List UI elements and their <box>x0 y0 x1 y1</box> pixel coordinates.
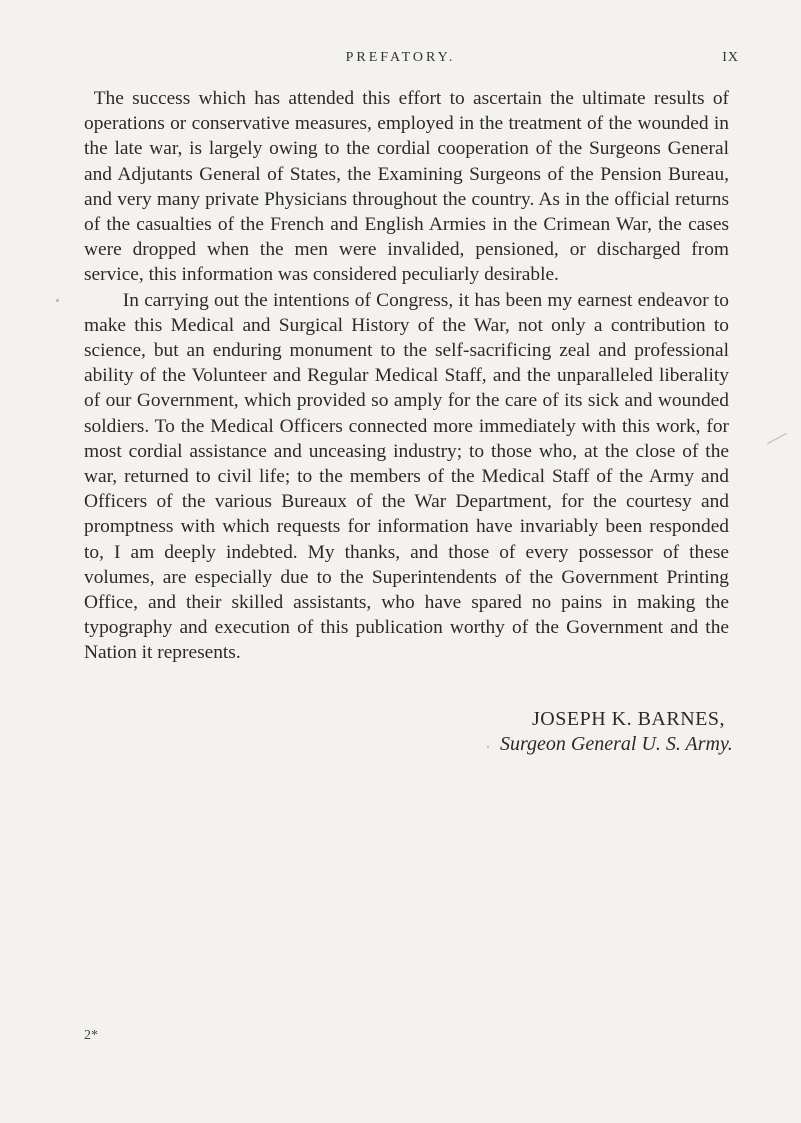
signature-title: Surgeon General U. S. Army. <box>500 733 733 755</box>
signature-mark: 2* <box>84 1028 98 1043</box>
print-speck <box>767 433 787 444</box>
body-text <box>84 86 729 666</box>
page-number: IX <box>722 50 739 65</box>
signature-name: JOSEPH K. BARNES, <box>532 708 725 730</box>
running-title: PREFATORY. <box>345 50 456 65</box>
paragraph: The success which has attended this effort to ascertain the ultimate results of operations or conservative measures, employed in the treatment of the wounded in the late war, is largely owing to the cordial cooperation of the Surgeons General and Adjutants General of States, the Examining Surgeons of the Pension Bureau, and very many private Physicians throughout the country. As in the official returns of the casualties of the French and English Armies in the Crimean War, the cases were dropped when the men were invalided, pensioned, or discharged from service, this information was considered peculiarly desirable. <box>84 88 729 286</box>
print-speck <box>487 746 489 748</box>
print-speck <box>56 299 59 302</box>
paragraph: In carrying out the intentions of Congress, it has been my earnest endeavor to make this Medical and Surgical History of the War, not only a contribution to science, but an enduring monument to the self-sacrificing zeal and professional ability of the Volunteer and Regular Medical Staff, and the unparalleled liberality of our Government, which provided so amply for the care of its sick and wounded soldiers. To the Medical Officers connected more immediately with this work, for most cordial assistance and unceasing industry; to those who, at the close of the war, returned to civil life; to the members of the Medical Staff of the Army and Officers of the various Bureaux of the War Department, for the courtesy and promptness with which requests for information have invariably been responded to, I am deeply indebted. My thanks, and those of every possessor of these volumes, are especially due to the Superintendents of the Government Printing Office, and their skilled assistants, who have spared no pains in making the typography and execution of this publication worthy of the Government and the Nation it represents. <box>84 289 729 664</box>
